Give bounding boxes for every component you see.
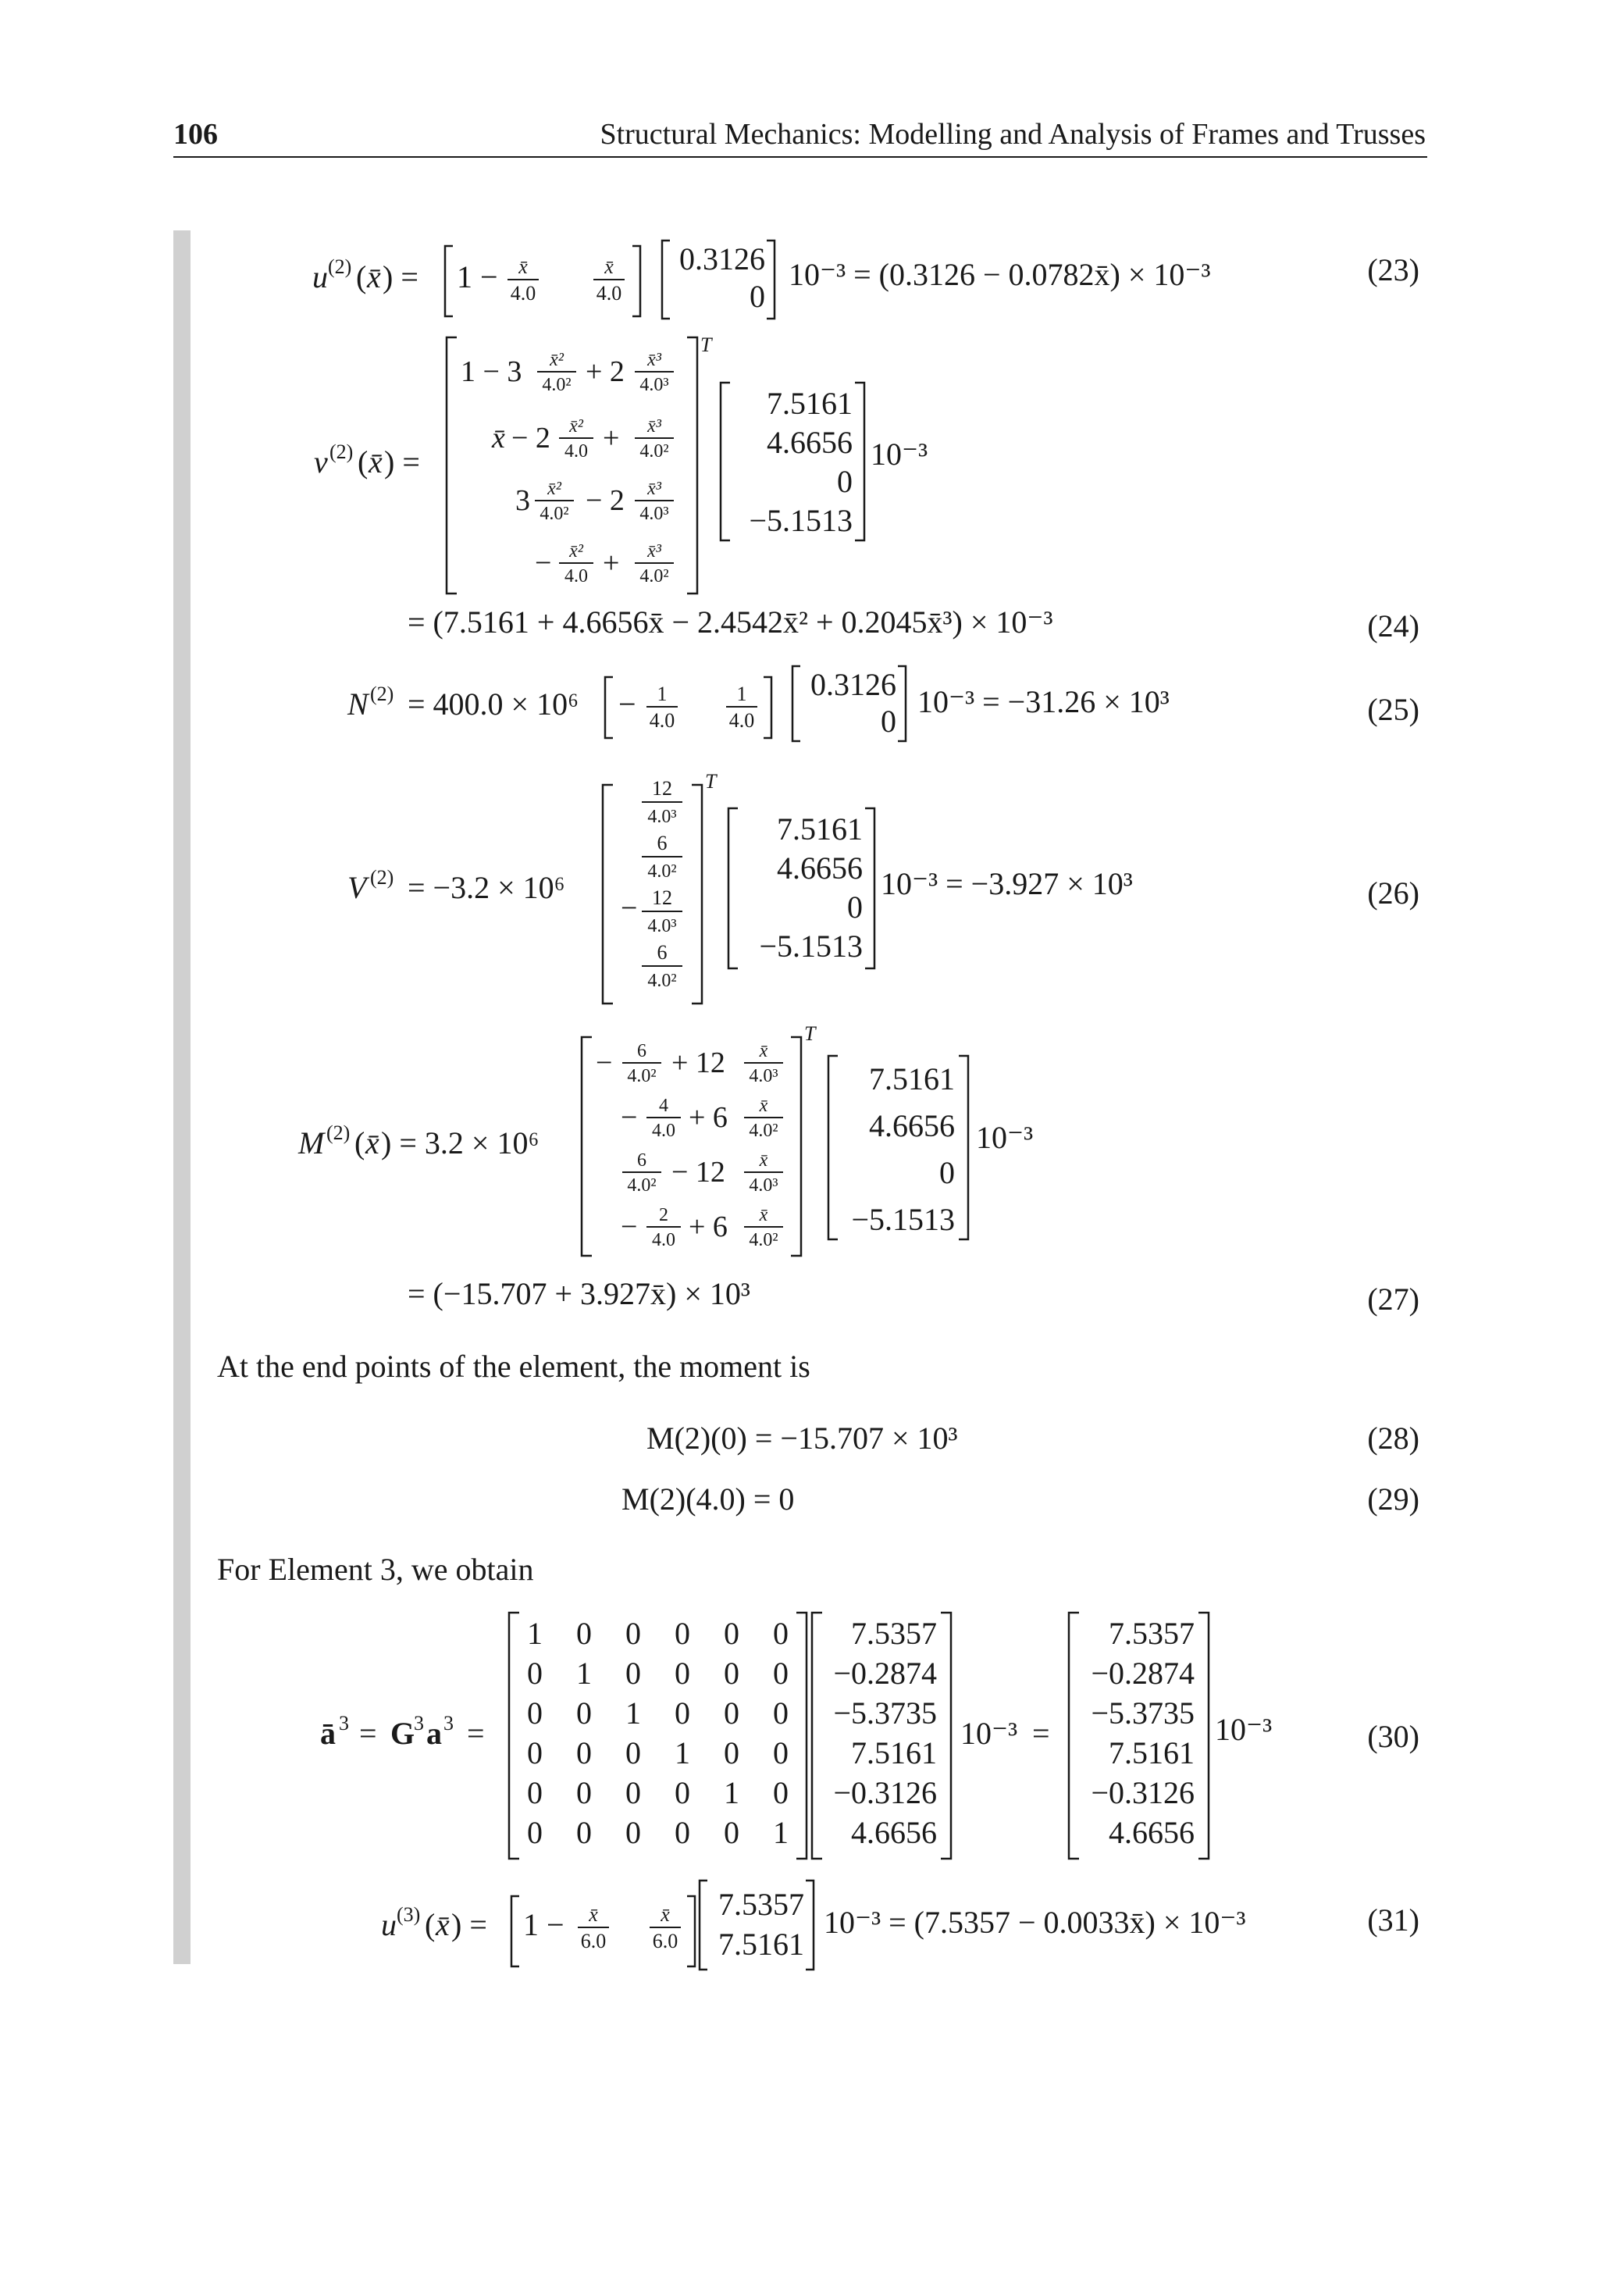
- eq28-text: M(2)(0) = −15.707 × 10³: [646, 1421, 958, 1456]
- eq24-result: = (7.5161 + 4.6656x̄ − 2.4542x̄² + 0.2045x̄³) × 10⁻³: [408, 604, 1053, 640]
- eq27-vector-0: 7.5161: [869, 1061, 955, 1096]
- eq28-number: (28): [1367, 1421, 1419, 1456]
- svg-text:0: 0: [576, 1815, 592, 1850]
- svg-text:1: 1: [657, 683, 668, 705]
- svg-text:0: 0: [527, 1735, 543, 1770]
- equation-25: [0, 660, 1599, 746]
- svg-text:3: 3: [414, 1712, 424, 1734]
- svg-text:0: 0: [773, 1695, 789, 1731]
- svg-text:0: 0: [675, 1616, 690, 1651]
- svg-text:0: 0: [675, 1775, 690, 1810]
- eq30-matrix: [527, 1616, 789, 1850]
- svg-text:4.6656: 4.6656: [1109, 1815, 1195, 1850]
- svg-text:x̄³: x̄³: [647, 350, 661, 370]
- svg-text:0: 0: [527, 1815, 543, 1850]
- svg-text:(2): (2): [329, 440, 354, 463]
- svg-text:u: u: [381, 1907, 397, 1942]
- svg-text:0: 0: [773, 1775, 789, 1810]
- svg-text:0: 0: [773, 1735, 789, 1770]
- svg-text:4.0³: 4.0³: [647, 807, 677, 827]
- svg-text:+: +: [603, 547, 620, 579]
- svg-text:x̄²: x̄²: [547, 479, 561, 499]
- svg-text:4.0²: 4.0²: [749, 1230, 778, 1250]
- svg-text:=: =: [359, 1716, 377, 1751]
- eq29-text: M(2)(4.0) = 0: [621, 1481, 795, 1517]
- eq24-vector-0: 7.5161: [767, 386, 853, 421]
- svg-text:7.5357: 7.5357: [851, 1616, 937, 1651]
- svg-text:−: −: [621, 1101, 638, 1134]
- svg-text:(2): (2): [370, 683, 394, 705]
- svg-text:6.0: 6.0: [580, 1930, 607, 1952]
- svg-text:(: (: [425, 1907, 436, 1942]
- eq26-result: 10⁻³ = −3.927 × 10³: [881, 866, 1133, 901]
- svg-text:3: 3: [339, 1712, 349, 1734]
- svg-text:x̄³: x̄³: [647, 479, 661, 499]
- eq31-number: (31): [1367, 1902, 1419, 1938]
- svg-text:0: 0: [773, 1616, 789, 1651]
- svg-text:(2): (2): [326, 1121, 351, 1144]
- svg-text:1 −: 1 −: [457, 259, 498, 294]
- svg-text:x̄: x̄: [759, 1150, 768, 1171]
- svg-text:4.0: 4.0: [510, 282, 536, 305]
- svg-text:x̄: x̄: [436, 1907, 450, 1942]
- svg-text:6: 6: [637, 1041, 646, 1061]
- svg-text:= 400.0 × 10⁶: = 400.0 × 10⁶: [408, 686, 579, 722]
- paragraph-element-3: For Element 3, we obtain: [217, 1552, 534, 1587]
- svg-text:=: =: [1032, 1716, 1050, 1751]
- equation-31: [0, 1874, 1599, 1976]
- svg-text:0: 0: [724, 1695, 739, 1731]
- svg-text:−: −: [621, 892, 638, 925]
- eq30-number: (30): [1367, 1719, 1419, 1754]
- eq27-scale: 10⁻³: [976, 1120, 1034, 1155]
- svg-text:0: 0: [724, 1815, 739, 1850]
- svg-text:0: 0: [724, 1735, 739, 1770]
- svg-text:(: (: [356, 259, 367, 294]
- svg-text:x̄: x̄: [589, 1903, 598, 1926]
- svg-text:x̄²: x̄²: [569, 416, 583, 437]
- eq25-result: 10⁻³ = −31.26 × 10³: [917, 684, 1170, 719]
- svg-text:4.0²: 4.0²: [540, 504, 569, 524]
- svg-text:1: 1: [773, 1815, 789, 1850]
- svg-text:0: 0: [527, 1656, 543, 1691]
- svg-text:0: 0: [773, 1656, 789, 1691]
- svg-text:12: 12: [652, 886, 672, 909]
- equation-27: [0, 1023, 1599, 1320]
- svg-text:0: 0: [576, 1616, 592, 1651]
- svg-text:−0.2874: −0.2874: [1091, 1656, 1195, 1691]
- eq24-vector-3: −5.1513: [749, 503, 853, 538]
- svg-text:7.5357: 7.5357: [1109, 1616, 1195, 1651]
- svg-text:4.0²: 4.0²: [627, 1175, 657, 1196]
- svg-text:4.0²: 4.0²: [542, 375, 572, 395]
- svg-text:(: (: [358, 444, 369, 480]
- svg-text:4.0: 4.0: [596, 282, 622, 305]
- svg-text:x̄: x̄: [604, 255, 614, 278]
- svg-text:1: 1: [527, 1616, 543, 1651]
- svg-text:ā: ā: [320, 1716, 336, 1751]
- svg-text:1: 1: [625, 1695, 641, 1731]
- eq24-vector-2: 0: [837, 464, 853, 499]
- svg-text:−: −: [596, 1046, 613, 1079]
- svg-text:x̄: x̄: [518, 255, 528, 278]
- svg-text:x̄: x̄: [759, 1096, 768, 1116]
- svg-text:4.0: 4.0: [652, 1121, 675, 1141]
- eq23-result: 10⁻³ = (0.3126 − 0.0782x̄) × 10⁻³: [789, 257, 1211, 292]
- svg-text:1 −: 1 −: [523, 1907, 564, 1942]
- svg-text:−0.3126: −0.3126: [1091, 1775, 1195, 1810]
- svg-text:−: −: [535, 547, 552, 579]
- svg-text:0: 0: [625, 1656, 641, 1691]
- svg-text:7.5161: 7.5161: [1109, 1735, 1195, 1770]
- svg-text:+ 6: + 6: [689, 1210, 728, 1243]
- eq24-scale: 10⁻³: [871, 437, 928, 472]
- svg-text:0: 0: [576, 1775, 592, 1810]
- svg-text:0: 0: [724, 1616, 739, 1651]
- svg-text:x̄: x̄: [492, 422, 505, 455]
- eq30-vector: [833, 1616, 937, 1850]
- svg-text:4.0³: 4.0³: [749, 1066, 778, 1086]
- svg-text:x̄: x̄: [365, 1125, 379, 1160]
- svg-text:0: 0: [527, 1775, 543, 1810]
- eq23-number: (23): [1367, 252, 1419, 287]
- eq26-vector-1: 4.6656: [777, 850, 863, 886]
- eq29-number: (29): [1367, 1481, 1419, 1517]
- svg-text:4.0: 4.0: [728, 709, 755, 732]
- svg-text:x̄: x̄: [759, 1205, 768, 1225]
- svg-text:4.0: 4.0: [652, 1230, 675, 1250]
- svg-text:− 12: − 12: [671, 1156, 725, 1189]
- svg-text:1: 1: [576, 1656, 592, 1691]
- svg-text:4.0²: 4.0²: [647, 861, 677, 882]
- svg-text:+ 6: + 6: [689, 1101, 728, 1134]
- svg-text:−5.3735: −5.3735: [833, 1695, 937, 1731]
- eq27-result: = (−15.707 + 3.927x̄) × 10³: [408, 1276, 750, 1311]
- svg-text:4.0: 4.0: [649, 709, 675, 732]
- eq27-vector-3: −5.1513: [851, 1202, 955, 1237]
- svg-text:x̄: x̄: [369, 444, 383, 480]
- eq23-vector-0: 0.3126: [679, 241, 765, 276]
- svg-text:0: 0: [675, 1815, 690, 1850]
- svg-text:3: 3: [515, 484, 530, 517]
- equation-23: [0, 219, 1599, 328]
- svg-text:(2): (2): [328, 255, 352, 278]
- svg-text:0: 0: [576, 1695, 592, 1731]
- svg-text:v: v: [314, 444, 328, 480]
- svg-text:+ 2: + 2: [586, 355, 625, 388]
- eq30-scale-right: 10⁻³: [1215, 1712, 1273, 1747]
- svg-text:+ 12: + 12: [671, 1046, 725, 1079]
- eq31-result: 10⁻³ = (7.5357 − 0.0033x̄) × 10⁻³: [824, 1905, 1246, 1940]
- svg-text:− 2: − 2: [586, 484, 625, 517]
- svg-text:0: 0: [625, 1775, 641, 1810]
- eq25-vector-0: 0.3126: [810, 667, 896, 702]
- svg-text:N: N: [347, 686, 369, 722]
- eq24-number: (24): [1367, 608, 1419, 644]
- svg-text:4.6656: 4.6656: [851, 1815, 937, 1850]
- svg-text:6: 6: [657, 832, 668, 854]
- svg-text:7.5161: 7.5161: [851, 1735, 937, 1770]
- svg-text:(3): (3): [397, 1903, 421, 1926]
- eq27-number: (27): [1367, 1282, 1419, 1317]
- svg-text:1 − 3: 1 − 3: [461, 355, 522, 388]
- svg-text:T: T: [705, 770, 717, 793]
- svg-text:) = 3.2 × 10⁶: ) = 3.2 × 10⁶: [381, 1125, 540, 1160]
- svg-text:−0.3126: −0.3126: [833, 1775, 937, 1810]
- svg-text:T: T: [700, 333, 712, 356]
- svg-text:12: 12: [652, 777, 672, 800]
- svg-text:3: 3: [443, 1712, 454, 1734]
- svg-text:V: V: [347, 870, 367, 905]
- eq23-vector-1: 0: [750, 279, 765, 314]
- svg-text:u: u: [312, 259, 328, 294]
- svg-text:T: T: [804, 1023, 816, 1045]
- svg-text:a: a: [426, 1716, 442, 1751]
- svg-text:−5.3735: −5.3735: [1091, 1695, 1195, 1731]
- eq30-scale-left: 10⁻³: [960, 1716, 1018, 1751]
- svg-text:4.0: 4.0: [564, 441, 588, 462]
- svg-text:4.0³: 4.0³: [647, 916, 677, 936]
- eq27-vector-1: 4.6656: [869, 1108, 955, 1143]
- svg-text:0: 0: [576, 1735, 592, 1770]
- header-rule: [173, 156, 1427, 158]
- svg-text:− 2: − 2: [511, 422, 550, 455]
- svg-text:G: G: [390, 1716, 415, 1751]
- svg-text:) =: ) =: [384, 444, 420, 480]
- svg-text:(: (: [354, 1125, 365, 1160]
- paragraph-end-points: At the end points of the element, the moment is: [217, 1349, 810, 1384]
- svg-text:4.0²: 4.0²: [639, 441, 669, 462]
- svg-text:0: 0: [675, 1695, 690, 1731]
- svg-text:2: 2: [659, 1205, 668, 1225]
- svg-text:+: +: [603, 422, 620, 455]
- svg-text:0: 0: [724, 1656, 739, 1691]
- svg-text:1: 1: [724, 1775, 739, 1810]
- equation-30: [0, 1605, 1599, 1870]
- svg-text:4.0³: 4.0³: [749, 1175, 778, 1196]
- eq31-vector-1: 7.5161: [718, 1927, 804, 1962]
- svg-text:) =: ) =: [383, 259, 418, 294]
- svg-text:0: 0: [625, 1616, 641, 1651]
- equation-24: [0, 328, 1599, 640]
- eq26-vector-0: 7.5161: [777, 811, 863, 847]
- svg-text:6: 6: [657, 941, 668, 964]
- svg-text:= −3.2 × 10⁶: = −3.2 × 10⁶: [408, 870, 565, 905]
- svg-text:4.0: 4.0: [564, 566, 588, 586]
- eq31-vector-0: 7.5357: [718, 1887, 804, 1922]
- svg-text:1: 1: [736, 683, 747, 705]
- equation-26: [0, 769, 1599, 1011]
- svg-text:x̄: x̄: [367, 259, 381, 294]
- svg-text:1: 1: [675, 1735, 690, 1770]
- svg-text:4.0²: 4.0²: [749, 1121, 778, 1141]
- eq26-vector-3: −5.1513: [759, 929, 863, 964]
- svg-text:4.0³: 4.0³: [639, 375, 669, 395]
- svg-text:4.0²: 4.0²: [639, 566, 669, 586]
- eq25-number: (25): [1367, 692, 1419, 727]
- svg-text:0: 0: [675, 1656, 690, 1691]
- svg-text:−: −: [621, 1210, 638, 1243]
- eq24-vector-1: 4.6656: [767, 425, 853, 460]
- running-title: Structural Mechanics: Modelling and Analysis of Frames and Trusses: [600, 118, 1426, 151]
- svg-text:0: 0: [625, 1735, 641, 1770]
- svg-text:(2): (2): [370, 866, 394, 889]
- svg-text:0: 0: [625, 1815, 641, 1850]
- svg-text:6.0: 6.0: [652, 1930, 678, 1952]
- eq27-vector-2: 0: [939, 1155, 955, 1190]
- svg-text:=: =: [467, 1716, 485, 1751]
- svg-text:x̄³: x̄³: [647, 541, 661, 562]
- svg-text:0: 0: [527, 1695, 543, 1731]
- eq25-vector-1: 0: [881, 704, 896, 739]
- svg-text:x̄: x̄: [759, 1041, 768, 1061]
- svg-text:x̄: x̄: [661, 1903, 670, 1926]
- svg-text:) =: ) =: [451, 1907, 487, 1942]
- svg-text:6: 6: [637, 1150, 646, 1171]
- eq26-number: (26): [1367, 875, 1419, 911]
- svg-text:4: 4: [659, 1096, 668, 1116]
- svg-text:−: −: [618, 686, 636, 722]
- svg-text:−0.2874: −0.2874: [833, 1656, 937, 1691]
- svg-text:M: M: [298, 1125, 325, 1160]
- page-number: 106: [173, 118, 218, 151]
- svg-text:x̄²: x̄²: [569, 541, 583, 562]
- svg-text:4.0²: 4.0²: [647, 971, 677, 991]
- svg-text:4.0³: 4.0³: [639, 504, 669, 524]
- eq26-vector-2: 0: [847, 890, 863, 925]
- svg-text:4.0²: 4.0²: [627, 1066, 657, 1086]
- svg-text:x̄³: x̄³: [647, 416, 661, 437]
- svg-text:x̄²: x̄²: [550, 350, 564, 370]
- eq30-result-vector: [1091, 1616, 1195, 1850]
